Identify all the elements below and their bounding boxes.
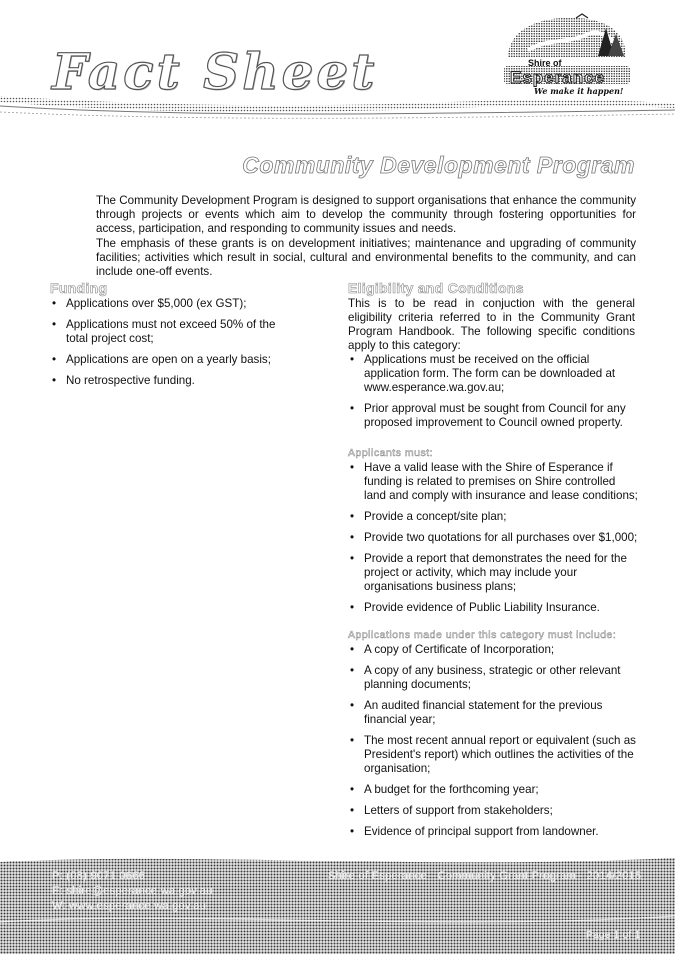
eligibility-paragraph: This is to be read in conjuction with the general eligibility criteria referred to in the Community Grant Program Handbook. The following specific conditions apply to this category:: [348, 297, 635, 352]
list-item: • A copy of Certificate of Incorporation;: [348, 643, 638, 657]
list-item: • Letters of support from stakeholders;: [348, 804, 638, 818]
logo-tagline: We make it happen!: [534, 86, 624, 96]
footer-program-name: Shire of Esperance - Community Grant Program - 2014/2015: [328, 870, 642, 882]
funding-list: [50, 297, 290, 395]
list-item: • Applications must not exceed 50% of the total project cost;: [50, 318, 290, 346]
program-title: Community Development Program: [242, 152, 635, 178]
intro-paragraph-1: The Community Development Program is designed to support organisations that enhance the community through projects or events which aim to develop the community through fostering opportunities for access, participation, and responding to community issues and needs.: [96, 194, 636, 235]
funding-heading: Funding: [50, 280, 108, 296]
logo-shire-text: Shire of: [528, 58, 562, 68]
list-item: • A budget for the forthcoming year;: [348, 783, 638, 797]
list-item: • Provide evidence of Public Liability Insurance.: [348, 601, 638, 615]
footer-email[interactable]: E: shire@esperance.wa.gov.au: [52, 885, 213, 897]
shire-of-esperance-logo: [498, 10, 638, 100]
fact-sheet-title: Fact Sheet: [52, 42, 378, 101]
list-item: • Have a valid lease with the Shire of Esperance if funding is related to premises on Shire controlled land and comply with insurance and lease conditions;: [348, 461, 638, 503]
list-item: • Applications must be received on the official application form. The form can be downloaded at www.esperance.wa.gov.au;: [348, 353, 635, 395]
list-item: • A copy of any business, strategic or other relevant planning documents;: [348, 664, 638, 692]
intro-paragraph-2: The emphasis of these grants is on development initiatives; maintenance and upgrading of community facilities; activities which result in social, cultural and environmental benefits to the community, and can include one-off events.: [96, 237, 636, 278]
list-item: • An audited financial statement for the previous financial year;: [348, 699, 638, 727]
eligibility-list: [348, 353, 635, 437]
eligibility-heading: Eligibility and Conditions: [348, 280, 524, 296]
logo-esperance-text: Esperance: [510, 68, 605, 87]
must-include-list: [348, 643, 638, 846]
list-item: • Applications are open on a yearly basis;: [50, 353, 290, 367]
footer-website[interactable]: W: www.esperance.wa.gov.au: [52, 900, 207, 912]
footer: [0, 852, 675, 954]
must-include-heading: Applications made under this category must include:: [348, 629, 617, 641]
footer-page-number: Page 1 of 1: [586, 930, 641, 941]
footer-phone: P: (08) 9071 0666: [52, 870, 146, 882]
list-item: • No retrospective funding.: [50, 374, 290, 388]
list-item: • The most recent annual report or equivalent (such as President's report) which outlines the activities of the organisation;: [348, 734, 638, 776]
list-item: • Provide two quotations for all purchases over $1,000;: [348, 531, 638, 545]
list-item: • Applications over $5,000 (ex GST);: [50, 297, 290, 311]
list-item: • Prior approval must be sought from Council for any proposed improvement to Council owned property.: [348, 402, 635, 430]
applicants-list: [348, 461, 638, 622]
list-item: • Provide a report that demonstrates the need for the project or activity, which may include your organisations business plans;: [348, 552, 638, 594]
list-item: • Provide a concept/site plan;: [348, 510, 638, 524]
applicants-heading: Applicants must:: [348, 447, 434, 459]
list-item: • Evidence of principal support from landowner.: [348, 825, 638, 839]
